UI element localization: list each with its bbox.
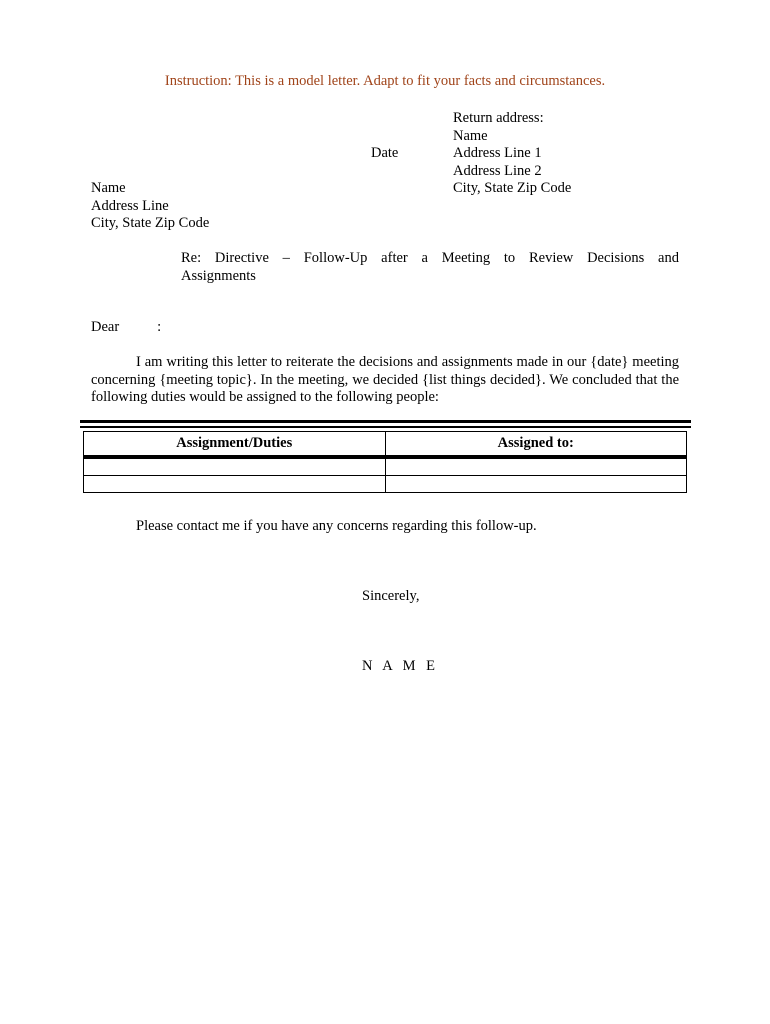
return-address-label: Return address:: [453, 110, 544, 126]
duties-table: [83, 431, 687, 493]
table-top-rule: [80, 420, 691, 423]
recipient-name: Name: [91, 180, 126, 196]
subject-line-2: Assignments: [181, 268, 256, 284]
date-field: Date: [371, 145, 399, 161]
salutation: [91, 319, 161, 337]
body-paragraph: I am writing this letter to reiterate the decisions and assignments made in our {date} meeting concerning {meeting topic}. In the meeting, we decided {list things decided}. We concluded that the following duties would be assigned to the following people:: [91, 354, 679, 405]
return-address-block: [453, 110, 571, 198]
return-address-line1: Address Line 1: [453, 145, 542, 161]
subject-line-1: Re: Directive – Follow-Up after a Meeting to Review Decisions and: [181, 250, 679, 266]
table-cell-assignee[interactable]: [385, 476, 687, 493]
table-row: [84, 476, 687, 493]
recipient-city: City, State Zip Code: [91, 215, 210, 231]
table-header-row: [84, 432, 687, 458]
return-address-name: Name: [453, 127, 488, 144]
salutation-colon: :: [157, 319, 162, 335]
table-cell-duty[interactable]: [84, 457, 386, 476]
header-assignment-duties: Assignment/Duties: [84, 432, 386, 458]
header-assigned-to: Assigned to:: [385, 432, 687, 458]
return-address-city: City, State Zip Code: [453, 180, 572, 196]
table-row: [84, 457, 687, 476]
recipient-address-block: [91, 180, 209, 233]
table-top-rule-thin: [80, 426, 691, 428]
closing-paragraph: Please contact me if you have any concerns regarding this follow-up.: [136, 518, 537, 534]
subject-line: [181, 249, 679, 285]
recipient-address-line: Address Line: [91, 197, 169, 214]
table-cell-duty[interactable]: [84, 476, 386, 493]
instruction-note: Instruction: This is a model letter. Adapt to fit your facts and circumstances.: [164, 73, 606, 89]
sign-off: Sincerely,: [362, 588, 420, 604]
signature-name: N A M E: [362, 658, 439, 674]
table-cell-assignee[interactable]: [385, 457, 687, 476]
salutation-dear: Dear: [91, 319, 120, 335]
return-address-line2: Address Line 2: [453, 162, 542, 179]
